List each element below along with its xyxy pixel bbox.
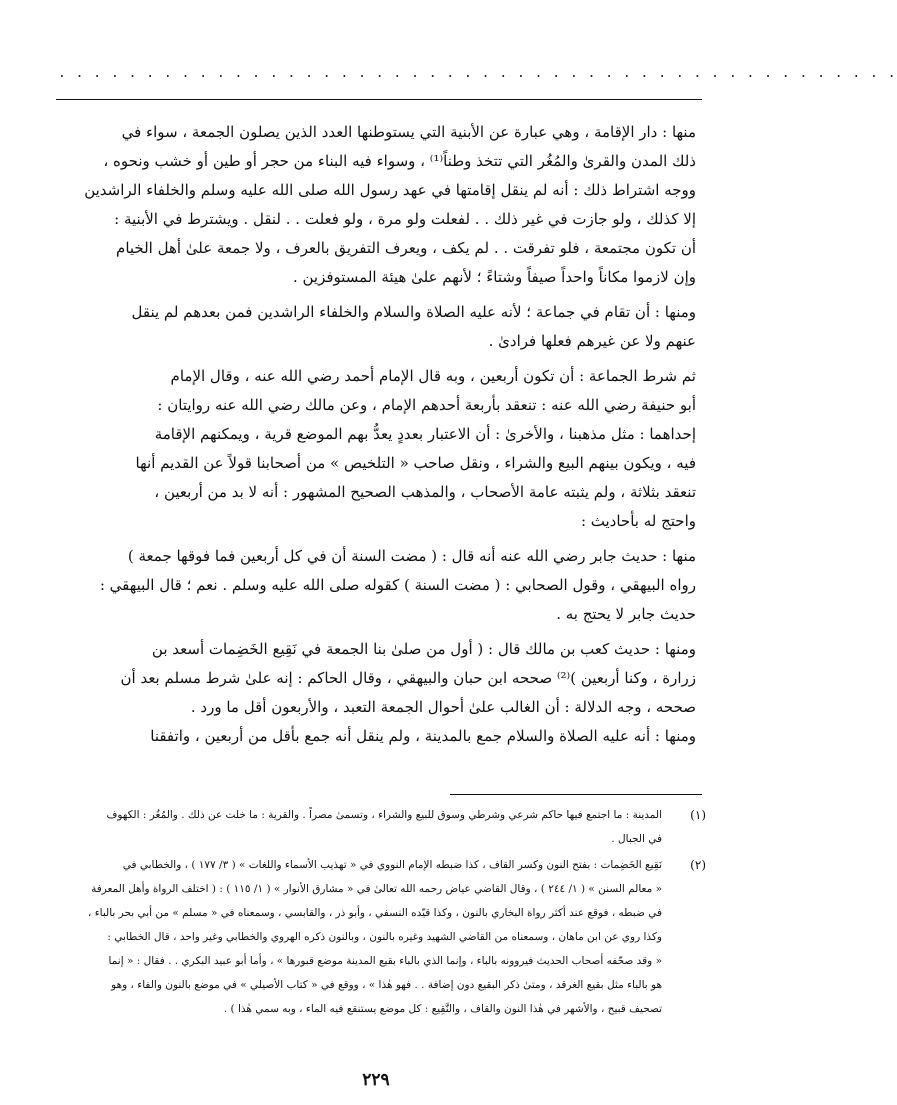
text-line: رواه البيهقي ، وقول الصحابي : ( مضت السنة ) كقوله صلى الله عليه وسلم . نعم ؛ قال البيهقي : (99, 576, 696, 594)
footnote-line: هو بالباء مثل بقيع الغرقد ، ومتىٰ ذكر البقيع دون إضافة . . فهو هٰذا » ، ووقع في « كتاب الأصيلي » في موضع بالنون والفاء ، وهو (111, 979, 662, 991)
text-line: واحتج له بأحاديث : (580, 512, 696, 530)
footnote-number: (١) (690, 808, 706, 822)
footnote-line: تصحيف قبيح ، والأشهر في هٰذا النون والقاف ، والنَّقِيع : كل موضع يستنقع فيه الماء ، وبه سمي هٰذا ) . (223, 1003, 662, 1015)
text-line: ثم شرط الجماعة : أن تكون أربعين ، وبه قال الإمام أحمد رضي الله عنه ، وقال الإمام (170, 367, 696, 385)
footnote-line: وكذا روي عن ابن ماهان ، وسمعناه من القاضي الشهيد وغيره بالنون ، وبالنون ذكره الهروي والخطابي وغير واحد ، قال الخطابي : (107, 931, 662, 943)
text-line: ومنها : أنه عليه الصلاة والسلام جمع بالمدينة ، ولم ينقل أنه جمع بأقل من أربعين ، واتفقنا (150, 727, 696, 745)
footnote-line: نَقِيع الخَضِمات : بفتح النون وكسر القاف ، كذا ضبطه الإمام النووي في « تهذيب الأسماء واللغات » ( ٣/ ١٧٧ ) ، والخطابي في (122, 859, 662, 871)
text-line: فيه ، ويكون بينهم البيع والشراء ، ونقل صاحب « التلخيص » من أصحابنا قولاً عن القديم أنها (135, 454, 696, 472)
text-line: أبو حنيفة رضي الله عنه : تنعقد بأربعة أحدهم الإمام ، وعن مالك رضي الله عنه روايتان : (157, 396, 696, 414)
footnote-number: (٢) (690, 858, 706, 872)
footnote-line: في الجبال . (611, 833, 662, 845)
text-line: منها : حديث جابر رضي الله عنه أنه قال : ( مضت السنة أن في كل أربعين فما فوقها جمعة ) (127, 547, 696, 565)
header-rule (56, 99, 702, 100)
header-dotted-line: . . . . . . . . . . . . . . . . . . . . . . . . . . . . . . . . . . . . . . . . . . . . . . . . (58, 66, 897, 81)
footnote-line: « معالم السنن » ( ١/ ٢٤٤ ) ، وقال القاضي عياض رحمه الله تعالىٰ في « مشارق الأنوار » ( ١/ ١١٥ ) : ( اختلف الرواة وأهل المعرفة (91, 883, 662, 895)
text-line: ومنها : حديث كعب بن مالك قال : ( أول من صلىٰ بنا الجمعة في نَقِيع الخَضِمات أسعد بن (151, 640, 696, 658)
page-number: ٢٢٩ (362, 1070, 390, 1090)
text-line: عنهم ولا عن غيرهم فعلها فرادىٰ . (488, 332, 696, 350)
footnote-line: في ضبطه ، فوقع عند أكثر رواة البخاري بالنون ، وكذا قيّده النسفي ، وأبو ذر ، والقابسي ، وسمعناه في « مسلم » من أبي بحر بالباء ، (87, 907, 662, 919)
text-line: وإن لازموا مكاناً واحداً صيفاً وشتاءً ؛ لأنهم علىٰ هيئة المستوفزين . (292, 268, 696, 286)
text-line: حديث جابر لا يحتج به . (556, 605, 696, 623)
text-line: ذلك المدن والقرىٰ والمُغُر التي تتخذ وطناً⁽¹⁾ ، وسواء فيه البناء من حجر أو طين أو خشب ونحوه ، (103, 152, 696, 170)
text-line: أن تكون مجتمعة ، فلو تفرقت . . لم يكف ، ويعرف التفريق بالعرف ، ولا جمعة علىٰ أهل الخيام (116, 239, 696, 257)
text-line: إلا كذلك ، ولو جازت في غير ذلك . . لفعلت ولو مرة ، ولو فعلت . . لنقل . ويشترط في الأبنية : (114, 210, 696, 228)
footnote-2 (40, 853, 706, 1021)
text-line: صححه ، وجه الدلالة : أن الغالب علىٰ أحوال الجمعة التعبد ، والأربعون أقل ما ورد . (190, 698, 696, 716)
main-text (60, 118, 696, 751)
footnote-1 (40, 803, 706, 851)
text-line: إحداهما : مثل مذهبنا ، والأخرىٰ : أن الاعتبار بعددٍ يعدُّ بهم الموضع قرية ، ويمكنهم الإقامة (154, 425, 696, 443)
text-line: تنعقد بثلاثة ، ولم يثبته عامة الأصحاب ، والمذهب الصحيح المشهور : أنه لا بد من أربعين ، (154, 483, 696, 501)
text-line: زرارة ، وكنا أربعين )⁽²⁾ صححه ابن حبان والبيهقي ، وقال الحاكم : إنه علىٰ شرط مسلم بعد أن (120, 669, 696, 687)
text-line: ومنها : أن تقام في جماعة ؛ لأنه عليه الصلاة والسلام والخلفاء الراشدين فمن بعدهم لم ينقل (131, 303, 696, 321)
footnotes (40, 803, 706, 1023)
text-line: ووجه اشتراط ذلك : أنه لم ينقل إقامتها في عهد رسول الله صلى الله عليه وسلم والخلفاء الراشدين (84, 181, 696, 199)
footnote-line: المدينة : ما اجتمع فيها حاكم شرعي وشرطي وسوق للبيع والشراء ، وتسمىٰ مصراً . والقرية : ما خلت عن ذلك . والمُغُر : الكهوف (106, 809, 662, 821)
footnote-rule (450, 794, 702, 795)
footnote-line: « وقد صحّفه أصحاب الحديث فيروونه بالباء ، وإنما الذي بالباء بقيع المدينة موضع قبورها » ، وأما أبو عبيد البكري . . فقال : « إنما (108, 955, 662, 967)
text-line: منها : دار الإقامة ، وهي عبارة عن الأبنية التي يستوطنها العدد الذين يصلون الجمعة ، سواء في (121, 123, 696, 141)
